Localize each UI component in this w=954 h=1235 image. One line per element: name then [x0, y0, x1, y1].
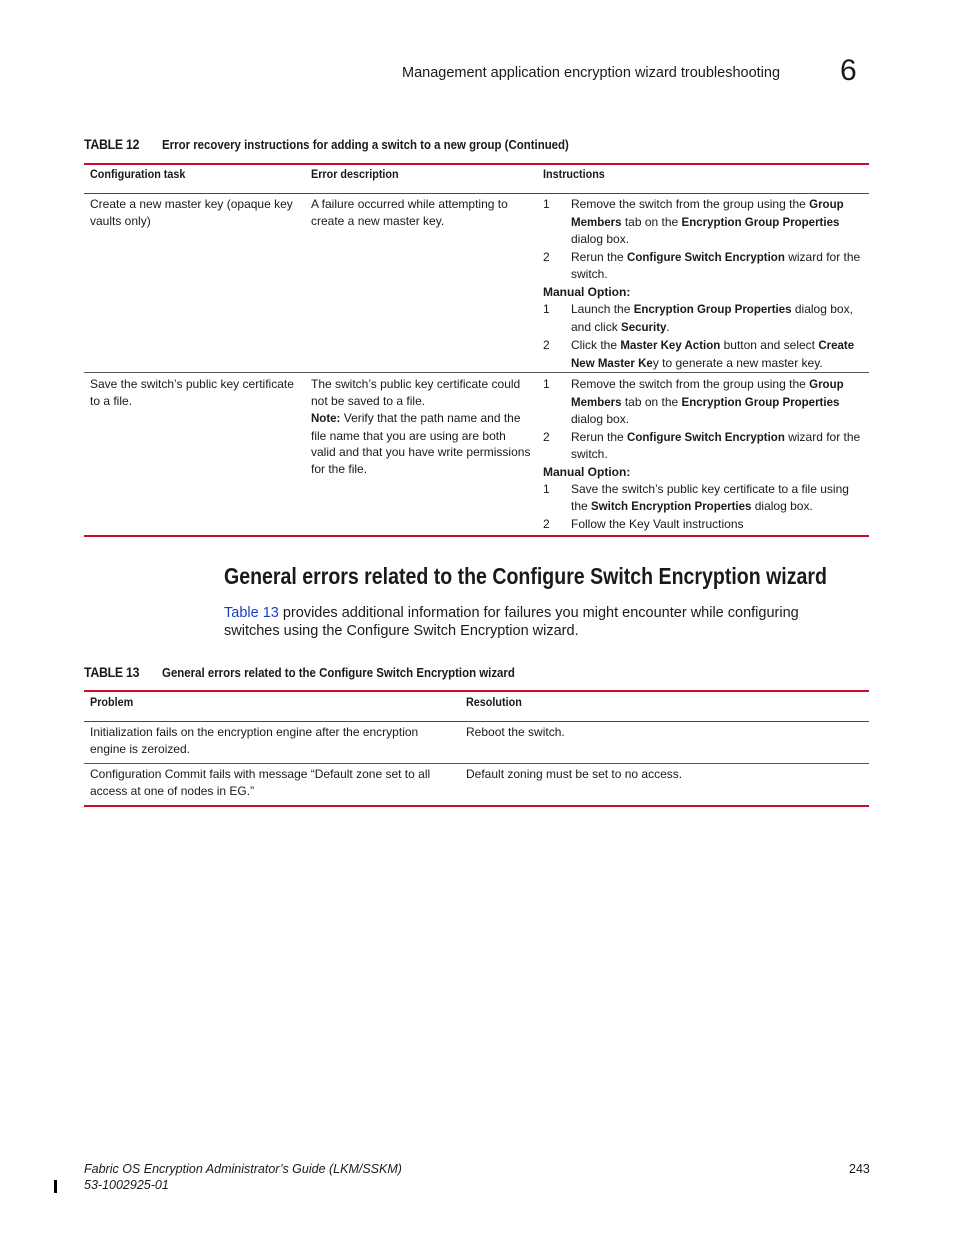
footer-page-number: 243: [849, 1162, 870, 1176]
list-item: 1 Remove the switch from the group using the Group Members tab on the Encryption Group Properties dialog box.: [543, 197, 844, 246]
table12-row1-instructions: [543, 196, 865, 373]
table12-col-error: Error description: [311, 167, 399, 181]
table13-row2-resolution: Default zoning must be set to no access.: [466, 767, 683, 781]
table13-top-rule: [84, 690, 869, 692]
table12-row2-error-text: The switch’s public key certificate could not be saved to a file.: [311, 377, 521, 408]
footer-doc-number: 53-1002925-01: [84, 1178, 169, 1192]
table13-caption: [84, 664, 515, 680]
table12-row1-task: Create a new master key (opaque key vaults only): [90, 197, 293, 228]
table13-row1-resolution: Reboot the switch.: [466, 725, 565, 739]
table12-caption: [84, 136, 569, 152]
table12-row-divider: [84, 372, 869, 373]
section-heading: General errors related to the Configure Switch Encryption wizard: [224, 563, 827, 589]
list-item: 1 Remove the switch from the group using the Group Members tab on the Encryption Group Properties dialog box.: [543, 377, 844, 426]
table13-label: TABLE 13: [84, 664, 140, 680]
table12-top-rule: [84, 163, 869, 165]
list-item: 2 Click the Master Key Action button and select Create New Master Key to generate a new master key.: [543, 338, 855, 370]
table13-col-problem: Problem: [90, 695, 134, 709]
running-header-title: Management application encryption wizard troubleshooting: [402, 65, 781, 81]
table12-row2-note: Note: Verify that the path name and the file name that you are using are both valid and that you have write permissions for the file.: [311, 411, 531, 476]
list-item: 2 Rerun the Configure Switch Encryption wizard for the switch.: [543, 429, 861, 461]
footer-guide-title: Fabric OS Encryption Administrator’s Guide (LKM/SSKM): [84, 1162, 402, 1176]
table13-header-rule: [84, 721, 869, 722]
table12-col-task: Configuration task: [90, 167, 186, 181]
manual-option-label: Manual Option:: [543, 464, 631, 479]
table13-row-divider: [84, 763, 869, 764]
table13-row1-problem: Initialization fails on the encryption engine after the encryption engine is zeroized.: [90, 725, 419, 756]
table12-label: TABLE 12: [84, 136, 140, 152]
table12-col-instructions: Instructions: [543, 167, 605, 181]
table12-row1-error: A failure occurred while attempting to create a new master key.: [311, 197, 508, 228]
table12-header-rule: [84, 193, 869, 194]
chapter-number: 6: [840, 54, 857, 87]
section-intro: Table 13 provides additional information for failures you might encounter while configuring switches using the Configure Switch Encryption wizard.: [224, 605, 799, 639]
table13-bottom-rule: [84, 805, 869, 807]
table12-row2-instructions: [543, 376, 865, 534]
table13-link[interactable]: Table 13: [224, 605, 279, 621]
table12-bottom-rule: [84, 535, 869, 537]
table13-row2-problem: Configuration Commit fails with message “Default zone set to all access at one of nodes in EG.”: [90, 767, 431, 798]
table13-caption-text: General errors related to the Configure Switch Encryption wizard: [162, 665, 515, 680]
change-bar: [54, 1180, 57, 1193]
table12-caption-text: Error recovery instructions for adding a switch to a new group (Continued): [162, 137, 569, 152]
manual-option-label: Manual Option:: [543, 284, 631, 299]
table13-col-resolution: Resolution: [466, 695, 522, 709]
table12-row2-task: Save the switch’s public key certificate to a file.: [90, 377, 294, 408]
list-item: 2 Rerun the Configure Switch Encryption wizard for the switch.: [543, 249, 861, 281]
list-item: 2 Follow the Key Vault instructions: [543, 517, 744, 531]
list-item: 1 Save the switch’s public key certificate to a file using the Switch Encryption Properties dialog box.: [543, 482, 849, 513]
table12-row2-error: [311, 376, 533, 478]
list-item: 1 Launch the Encryption Group Properties dialog box, and click Security.: [543, 302, 853, 334]
